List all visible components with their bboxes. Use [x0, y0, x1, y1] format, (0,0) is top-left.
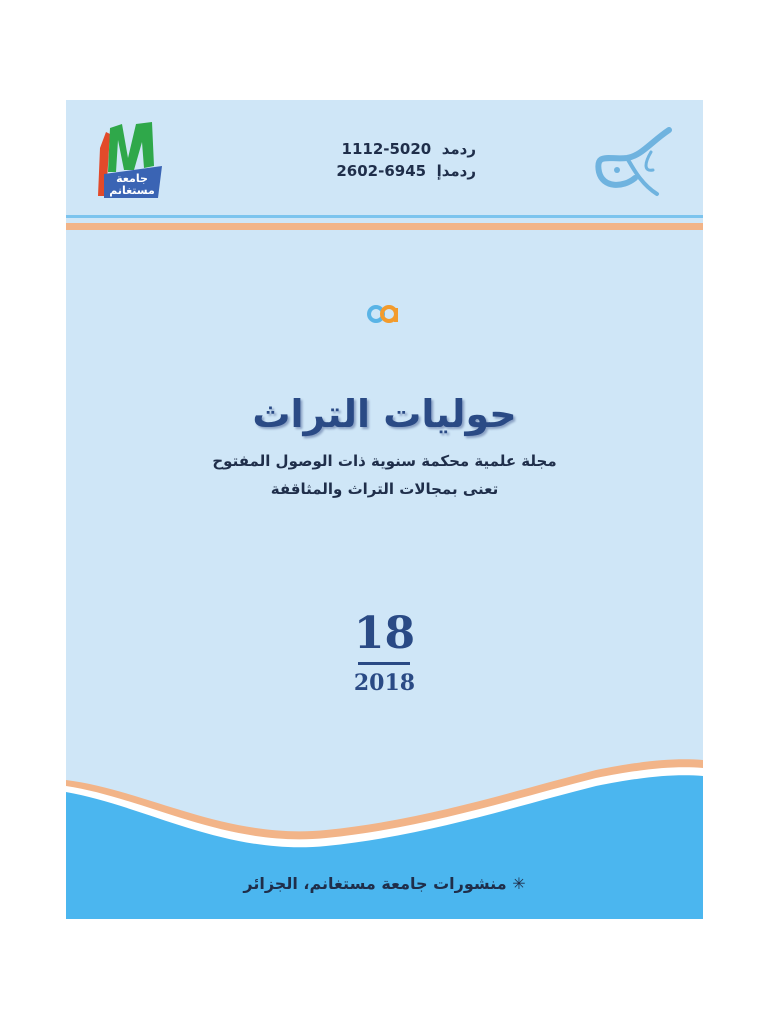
issue-year: 2018 [353, 670, 416, 696]
issue-number: 18 [353, 608, 416, 659]
bottom-wave [66, 750, 703, 919]
open-access-icon [364, 300, 404, 326]
logo-text-1: جامعة [116, 172, 148, 185]
journal-title: حوليات التراث [252, 392, 517, 436]
issn-print-value: 1112-5020 [341, 140, 432, 158]
issn-print-label: ردمد [441, 140, 476, 158]
journal-calligraphy-logo [581, 122, 676, 202]
issn-online-line [296, 160, 476, 182]
issn-online-value: 2602-6945 [336, 162, 427, 180]
header-stripe-orange [66, 223, 703, 230]
issn-online-label: ردمدإ [436, 162, 476, 180]
publisher-line: ✳ منشورات جامعة مستغانم، الجزائر [243, 874, 526, 893]
issue-underline [358, 662, 410, 665]
university-logo [92, 118, 164, 200]
issn-print-line [296, 138, 476, 160]
issn-block [296, 138, 476, 182]
journal-subtitle-1: مجلة علمية محكمة سنوية ذات الوصول المفتوح [212, 452, 557, 470]
logo-text-2: مستغانم [109, 184, 155, 197]
journal-subtitle-2: تعنى بمجالات التراث والمثاقفة [270, 480, 499, 498]
journal-cover [66, 100, 703, 919]
header-stripe-blue [66, 215, 703, 218]
